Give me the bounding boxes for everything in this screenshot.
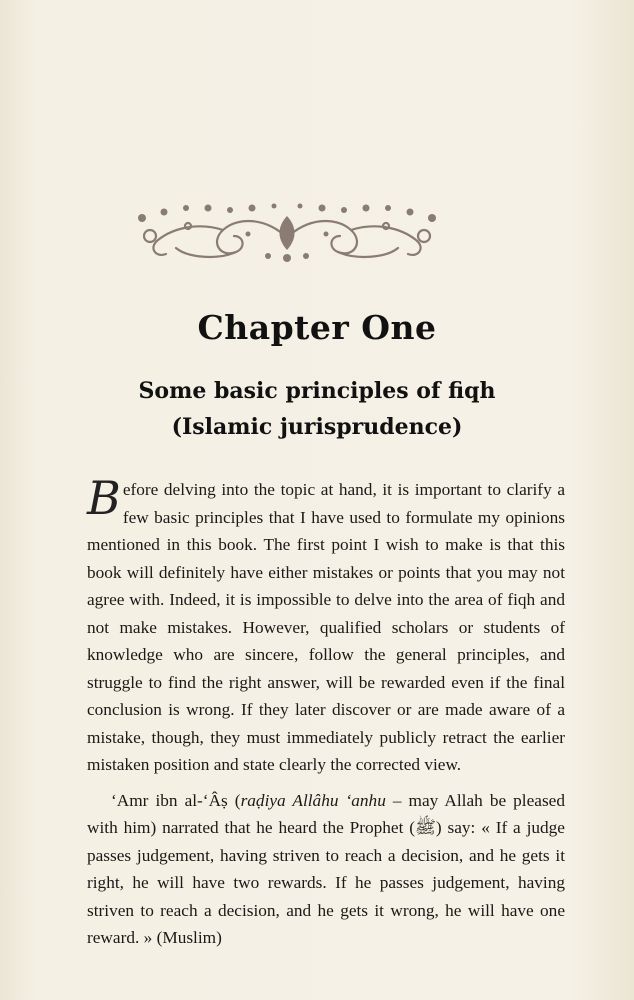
paragraph-2-text-a: ‘Amr ibn al-‘Âṣ ( — [111, 790, 241, 810]
drop-cap: B — [87, 471, 121, 525]
bleed-through-header — [100, 60, 540, 74]
chapter-subtitle — [0, 373, 634, 445]
paragraph-2 — [87, 787, 565, 952]
paragraph-1-text: efore delving into the topic at hand, it is important to clarify a few basic principles that I have used to formulate my opinions mentioned in this book. The first point I wish to make is that this book will definitely have either mistakes or points that you may not agree with. Indeed, it is impossible to delve into the area of fiqh and not make mistakes. However, qualified scholars or students of knowledge who are sincere, follow the general principles, and struggle to find the right answer, will be rewarded even if the final conclusion is wrong. If they later discover or are made aware of a mistake, though, they must immediately publicly retract the earlier mistaken position and state clearly the corrected view. — [87, 480, 565, 774]
body-text — [87, 471, 565, 952]
paragraph-2-text-b: – may Allah be pleased with him) narrated that he heard the Prophet (ﷺ) say: « If a judge passes judgement, having striven to reach a decision, and he gets it right, he will have two rewards. If he passes judgement, having striven to reach a decision, and he gets it wrong, he will have one reward. » (Muslim) — [87, 790, 565, 947]
subtitle-line-2: (Islamic jurisprudence) — [171, 414, 463, 440]
flourish-ornament-icon — [128, 198, 446, 270]
chapter-title: Chapter One — [197, 308, 437, 347]
subtitle-line-1: Some basic principles of fiqh — [138, 378, 496, 404]
paragraph-1 — [87, 471, 565, 779]
honorific-phrase: raḍiya Allâhu ‘anhu — [240, 790, 386, 810]
